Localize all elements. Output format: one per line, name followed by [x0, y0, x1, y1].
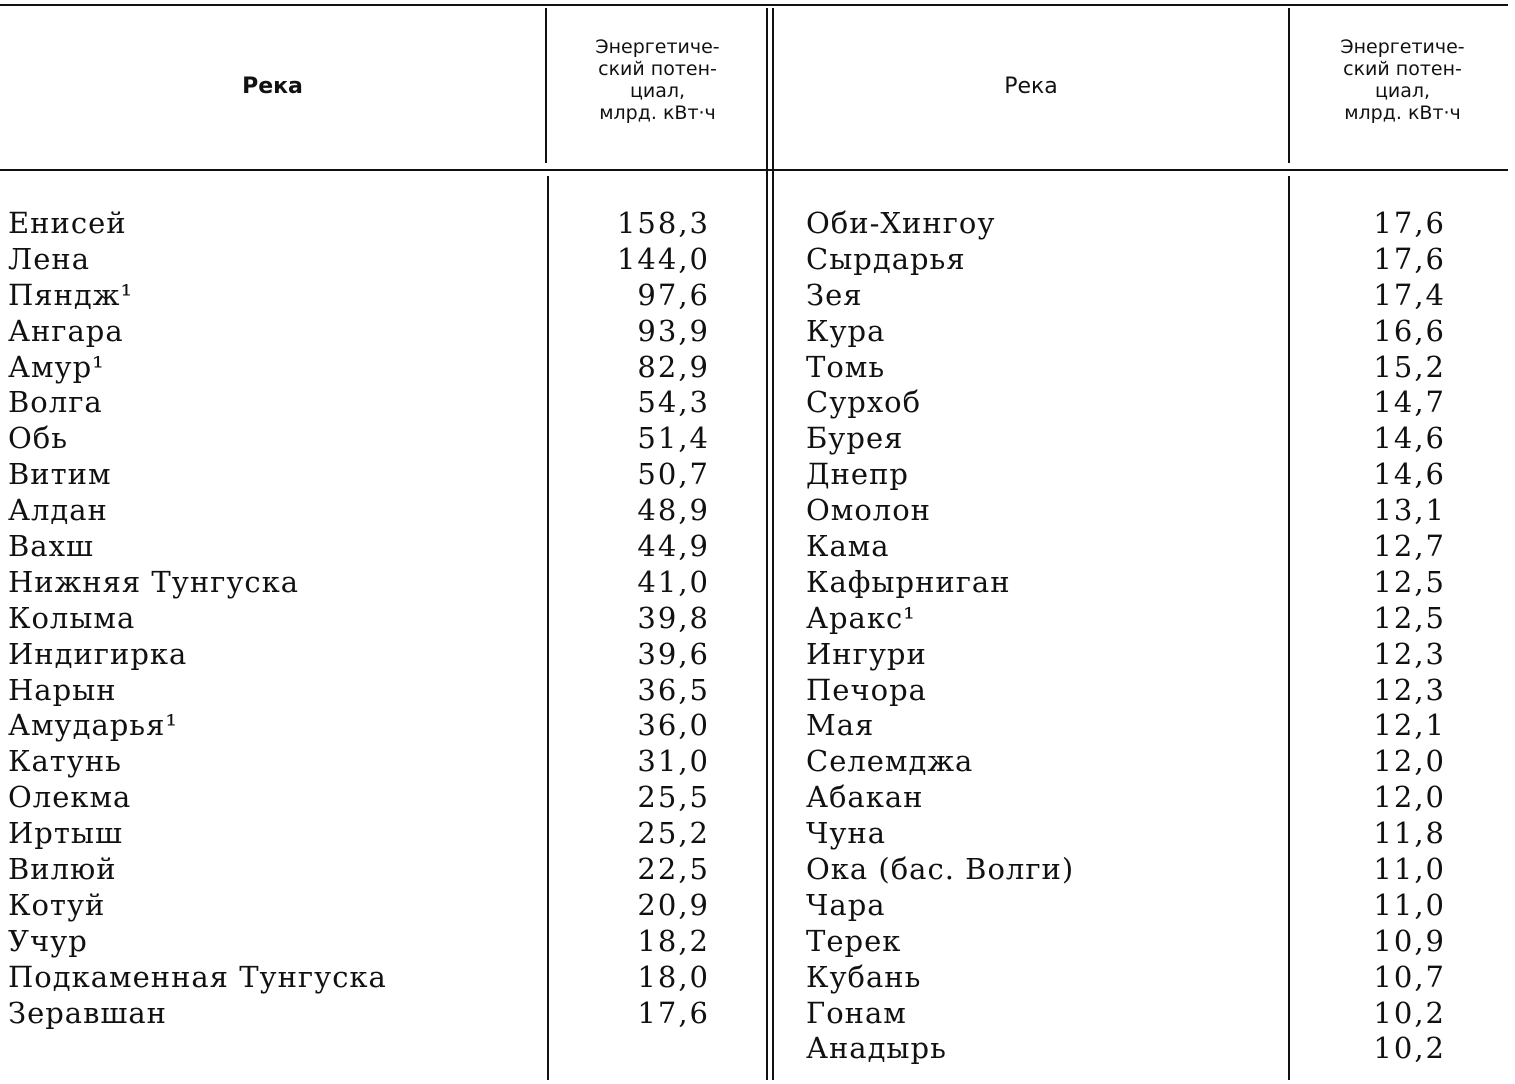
potential-value: 14,6 [1373, 457, 1446, 492]
river-name: Кафырниган [806, 564, 1011, 599]
potential-value: 12,1 [1373, 708, 1446, 743]
river-name: Котуй [8, 887, 106, 922]
potential-value: 17,6 [1373, 206, 1446, 240]
center-double-divider-a [766, 8, 768, 1080]
potential-value: 51,4 [637, 421, 710, 456]
river-name: Аракс¹ [806, 600, 916, 635]
river-name: Сурхоб [806, 385, 922, 420]
potential-value: 54,3 [637, 385, 710, 420]
river-name: Амур¹ [8, 349, 105, 384]
river-name: Оби-Хингоу [806, 206, 996, 240]
river-name: Печора [806, 672, 927, 707]
potential-value: 18,2 [637, 923, 710, 958]
river-name: Селемджа [806, 744, 974, 779]
potential-value: 50,7 [637, 457, 710, 492]
river-name: Кубань [806, 959, 922, 994]
potential-value: 12,5 [1373, 564, 1446, 599]
potential-value: 12,0 [1373, 744, 1446, 779]
right-value-divider-body [1288, 176, 1290, 1080]
right-potential-values [1300, 206, 1446, 1067]
potential-value: 16,6 [1373, 313, 1446, 348]
potential-value: 17,6 [637, 995, 710, 1030]
potential-value: 14,6 [1373, 421, 1446, 456]
river-name: Днепр [806, 457, 909, 492]
header-potential-right: Энергетиче- ский потен- циал, млрд. кВт·ч [1340, 36, 1465, 124]
potential-value: 12,7 [1373, 529, 1446, 564]
potential-value: 11,8 [1373, 816, 1446, 851]
river-name: Учур [8, 923, 88, 958]
river-name: Алдан [8, 493, 108, 528]
river-name: Анадырь [806, 1031, 947, 1066]
river-name: Лена [8, 241, 90, 276]
river-name: Колыма [8, 600, 136, 635]
river-name: Кура [806, 313, 886, 348]
potential-value: 10,2 [1373, 1031, 1446, 1066]
river-name: Обь [8, 421, 69, 456]
river-name: Сырдарья [806, 241, 966, 276]
potential-value: 36,5 [637, 672, 710, 707]
potential-value: 13,1 [1373, 493, 1446, 528]
river-name: Иртыш [8, 816, 123, 851]
left-value-divider-body [547, 176, 549, 1080]
potential-value: 17,6 [1373, 241, 1446, 276]
river-name: Катунь [8, 744, 122, 779]
river-name: Ока (бас. Волги) [806, 852, 1075, 887]
river-name: Бурея [806, 421, 904, 456]
potential-value: 12,3 [1373, 672, 1446, 707]
potential-value: 25,2 [637, 816, 710, 851]
river-name: Ангара [8, 313, 124, 348]
river-name: Вилюй [8, 852, 117, 887]
potential-value: 11,0 [1373, 852, 1446, 887]
river-name: Абакан [806, 780, 924, 815]
river-name: Гонам [806, 995, 907, 1030]
potential-value: 12,3 [1373, 636, 1446, 671]
river-name: Омолон [806, 493, 932, 528]
river-name: Чара [806, 887, 886, 922]
potential-value: 15,2 [1373, 349, 1446, 384]
top-rule [0, 4, 1508, 6]
left-potential-values [560, 206, 710, 1031]
river-name: Зеравшан [8, 995, 167, 1030]
potential-value: 44,9 [637, 529, 710, 564]
river-name: Чуна [806, 816, 887, 851]
river-name: Нарын [8, 672, 117, 707]
potential-value: 11,0 [1373, 887, 1446, 922]
potential-value: 22,5 [637, 852, 710, 887]
potential-value: 48,9 [637, 493, 710, 528]
potential-value: 97,6 [637, 277, 710, 312]
header-potential-left: Энергетиче- ский потен- циал, млрд. кВт·ч [595, 36, 720, 124]
potential-value: 18,0 [637, 959, 710, 994]
river-name: Вахш [8, 529, 94, 564]
river-name: Терек [806, 923, 902, 958]
potential-value: 31,0 [637, 744, 710, 779]
potential-value: 36,0 [637, 708, 710, 743]
river-name: Олекма [8, 780, 132, 815]
river-name: Нижняя Тунгуска [8, 564, 300, 599]
potential-value: 93,9 [637, 313, 710, 348]
river-name: Волга [8, 385, 103, 420]
river-name: Зея [806, 277, 863, 312]
river-name: Подкаменная Тунгуска [8, 959, 387, 994]
header-river-right: Река [1004, 74, 1058, 99]
river-name: Пяндж¹ [8, 277, 134, 312]
potential-value: 39,8 [637, 600, 710, 635]
potential-value: 10,9 [1373, 923, 1446, 958]
left-value-divider [545, 8, 547, 163]
potential-value: 12,5 [1373, 600, 1446, 635]
river-name: Индигирка [8, 636, 188, 671]
header-rule [0, 169, 1508, 171]
potential-value: 14,7 [1373, 385, 1446, 420]
center-double-divider-b [772, 8, 774, 1080]
river-name: Енисей [8, 206, 127, 240]
river-name: Амударья¹ [8, 708, 179, 743]
right-river-names [806, 206, 1276, 1067]
left-river-names [8, 206, 538, 1031]
river-name: Ингури [806, 636, 927, 671]
potential-value: 17,4 [1373, 277, 1446, 312]
potential-value: 10,7 [1373, 959, 1446, 994]
river-name: Томь [806, 349, 886, 384]
river-name: Кама [806, 529, 890, 564]
potential-value: 158,3 [616, 206, 710, 240]
potential-value: 10,2 [1373, 995, 1446, 1030]
river-name: Витим [8, 457, 112, 492]
potential-value: 144,0 [616, 241, 710, 276]
potential-value: 12,0 [1373, 780, 1446, 815]
potential-value: 82,9 [637, 349, 710, 384]
potential-value: 41,0 [637, 564, 710, 599]
potential-value: 20,9 [637, 887, 710, 922]
header-river-left: Река [242, 74, 303, 99]
potential-value: 25,5 [637, 780, 710, 815]
river-name: Мая [806, 708, 875, 743]
potential-value: 39,6 [637, 636, 710, 671]
